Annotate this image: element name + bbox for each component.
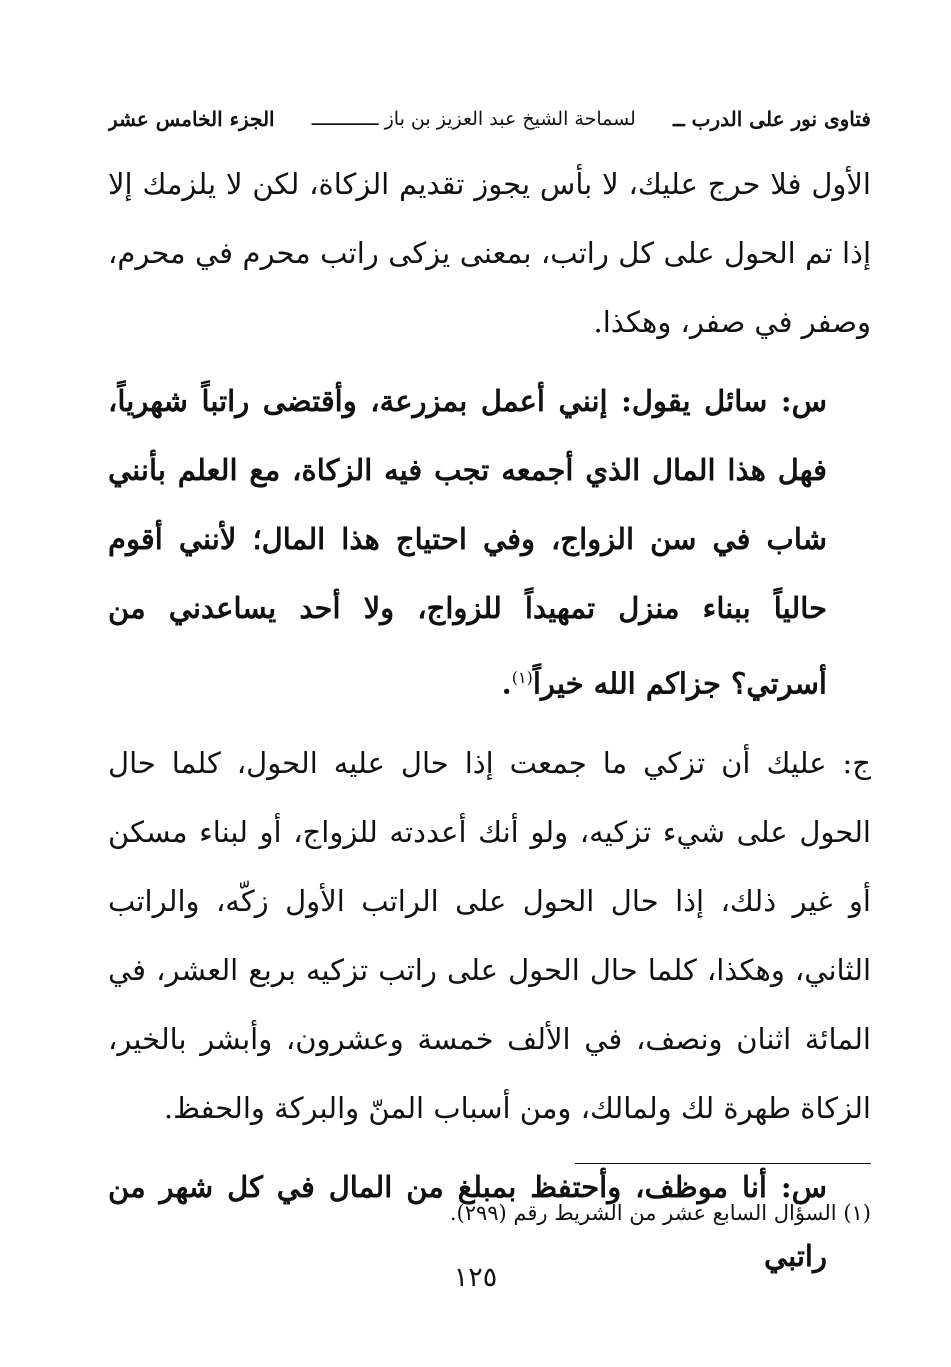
question-paragraph-2: س: أنا موظف، وأحتفظ بمبلغ من المال في كل شهر من راتبي (108, 1169, 827, 1273)
page-number: ١٢٥ (453, 1262, 498, 1293)
paragraph-continuation: الأول فلا حرج عليك، لا بأس يجوز تقديم الزكاة، لكن لا يلزمك إلا إذا تم الحول على كل راتب، بمعنى يزكى راتب محرم في محرم، وصفر في صفر، وهكذا. (108, 167, 871, 339)
body-text (108, 150, 871, 1291)
question-paragraph (108, 367, 827, 719)
author-name: لسماحة الشيخ عبد العزيز بن باز ــــــــــــ (311, 108, 636, 130)
footnote-divider (575, 1163, 871, 1164)
question-text: س: سائل يقول: إنني أعمل بمزرعة، وأقتضى راتباً شهرياً، فهل هذا المال الذي أجمعه تجب فيه الزكاة، مع العلم بأنني شاب في سن الزواج، وفي احتياج هذا المال؛ لأنني أقوم حالياً ببناء منزل تمهيداً للزواج، ولا أحد يساعدني من أسرتي؟ جزاكم الله خيراً (108, 384, 827, 701)
part-label: الجزء الخامس عشر (108, 107, 275, 131)
running-header (108, 102, 871, 136)
footnote-reference: (١) (511, 668, 533, 687)
answer-paragraph: ج: عليك أن تزكي ما جمعت إذا حال عليه الحول، كلما حال الحول على شيء تزكيه، ولو أنك أعددته للزواج، أو لبناء مسكن أو غير ذلك، إذا حال الحول على الراتب الأول زكّه، والراتب الثاني، وهكذا، كلما حال الحول على راتب تزكيه بربع العشر، في المائة اثنان ونصف، في الألف خمسة وعشرون، وأبشر بالخير، الزكاة طهرة لك ولمالك، ومن أسباب المنّ والبركة والحفظ. (108, 745, 871, 1125)
footnote: (١) السؤال السابع عشر من الشريط رقم (٢٩٩). (449, 1201, 871, 1225)
book-title: فتاوى نور على الدرب ــ (673, 107, 871, 131)
question-end: . (501, 666, 512, 701)
